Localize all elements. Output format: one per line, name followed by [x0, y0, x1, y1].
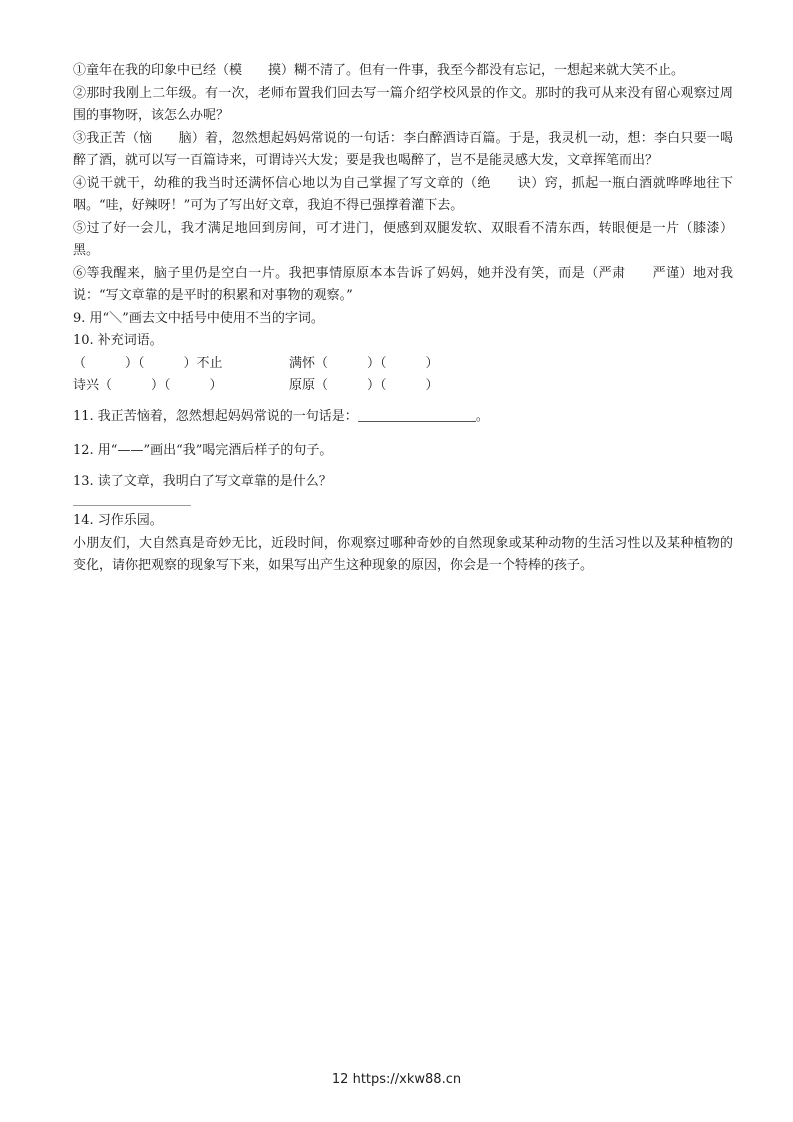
- question-13-answer-line[interactable]: [73, 493, 191, 506]
- passage-paragraph-4: ④说干就干，幼稚的我当时还满怀信心地以为自己掌握了写文章的（绝 诀）窍，抓起一瓶白酒就哗哗地往下咽。“哇，好辣呀！”可为了写出好文章，我迫不得已强撑着灌下去。: [73, 175, 733, 213]
- passage-paragraph-6: ⑥等我醒来，脑子里仍是空白一片。我把事情原原本本告诉了妈妈，她并没有笑，而是（严肃 严谨）地对我说：“写文章靠的是平时的积累和对事物的观察。”: [73, 265, 733, 303]
- question-13: 13. 读了文章，我明白了写文章靠的是什么？: [73, 473, 332, 489]
- passage-paragraph-3: ③我正苦（恼 脑）着，忽然想起妈妈常说的一句话：李白醉酒诗百篇。于是，我灵机一动，想：李白只要一喝醉了酒，就可以写一百篇诗来，可谓诗兴大发；要是我也喝醉了，岂不是能灵感大发，文章挥笔而出？: [73, 130, 733, 168]
- question-9: 9. 用“＼”画去文中括号中使用不当的字词。: [73, 310, 324, 326]
- question-11: [73, 406, 733, 429]
- worksheet-page: [73, 60, 733, 578]
- word-fill-4: 原原（ ）（ ）: [289, 378, 439, 393]
- passage-paragraph-2: ②那时我刚上二年级。有一次，老师布置我们回去写一篇介绍学校风景的作文。那时的我可从来没有留心观察过周围的事物呀，该怎么办呢？: [73, 85, 733, 123]
- question-10: 10. 补充词语。: [73, 333, 163, 348]
- question-14-title: 14. 习作乐园。: [73, 513, 163, 528]
- question-10-row-2: [73, 375, 733, 398]
- question-10-row-1: [73, 353, 733, 376]
- word-fill-2: 满怀（ ）（ ）: [289, 355, 439, 371]
- answer-blank[interactable]: [358, 407, 476, 422]
- page-footer: 12 https://xkw88.cn: [331, 1072, 462, 1087]
- passage-paragraph-1: ①童年在我的印象中已经（模 摸）糊不清了。但有一件事，我至今都没有忘记，一想起来就大笑不止。: [73, 63, 685, 78]
- word-fill-1: （ ）（ ）不止: [73, 355, 223, 371]
- question-14-prompt: 小朋友们，大自然真是奇妙无比，近段时间，你观察过哪种奇妙的自然现象或某种动物的生活习性以及某种植物的变化，请你把观察的现象写下来，如果写出产生这种现象的原因，你会是一个特棒的孩子。: [73, 535, 733, 573]
- question-11-text: 11. 我正苦恼着，忽然想起妈妈常说的一句话是：: [73, 408, 358, 424]
- passage-paragraph-5: ⑤过了好一会儿，我才满足地回到房间，可才进门，便感到双腿发软、双眼看不清东西，转眼便是一片（膝漆）黑。: [73, 220, 733, 258]
- word-fill-3: 诗兴（ ）（ ）: [73, 378, 223, 393]
- question-12: 12. 用“——”画出“我”喝完酒后样子的句子。: [73, 443, 333, 458]
- question-11-end: 。: [475, 408, 489, 424]
